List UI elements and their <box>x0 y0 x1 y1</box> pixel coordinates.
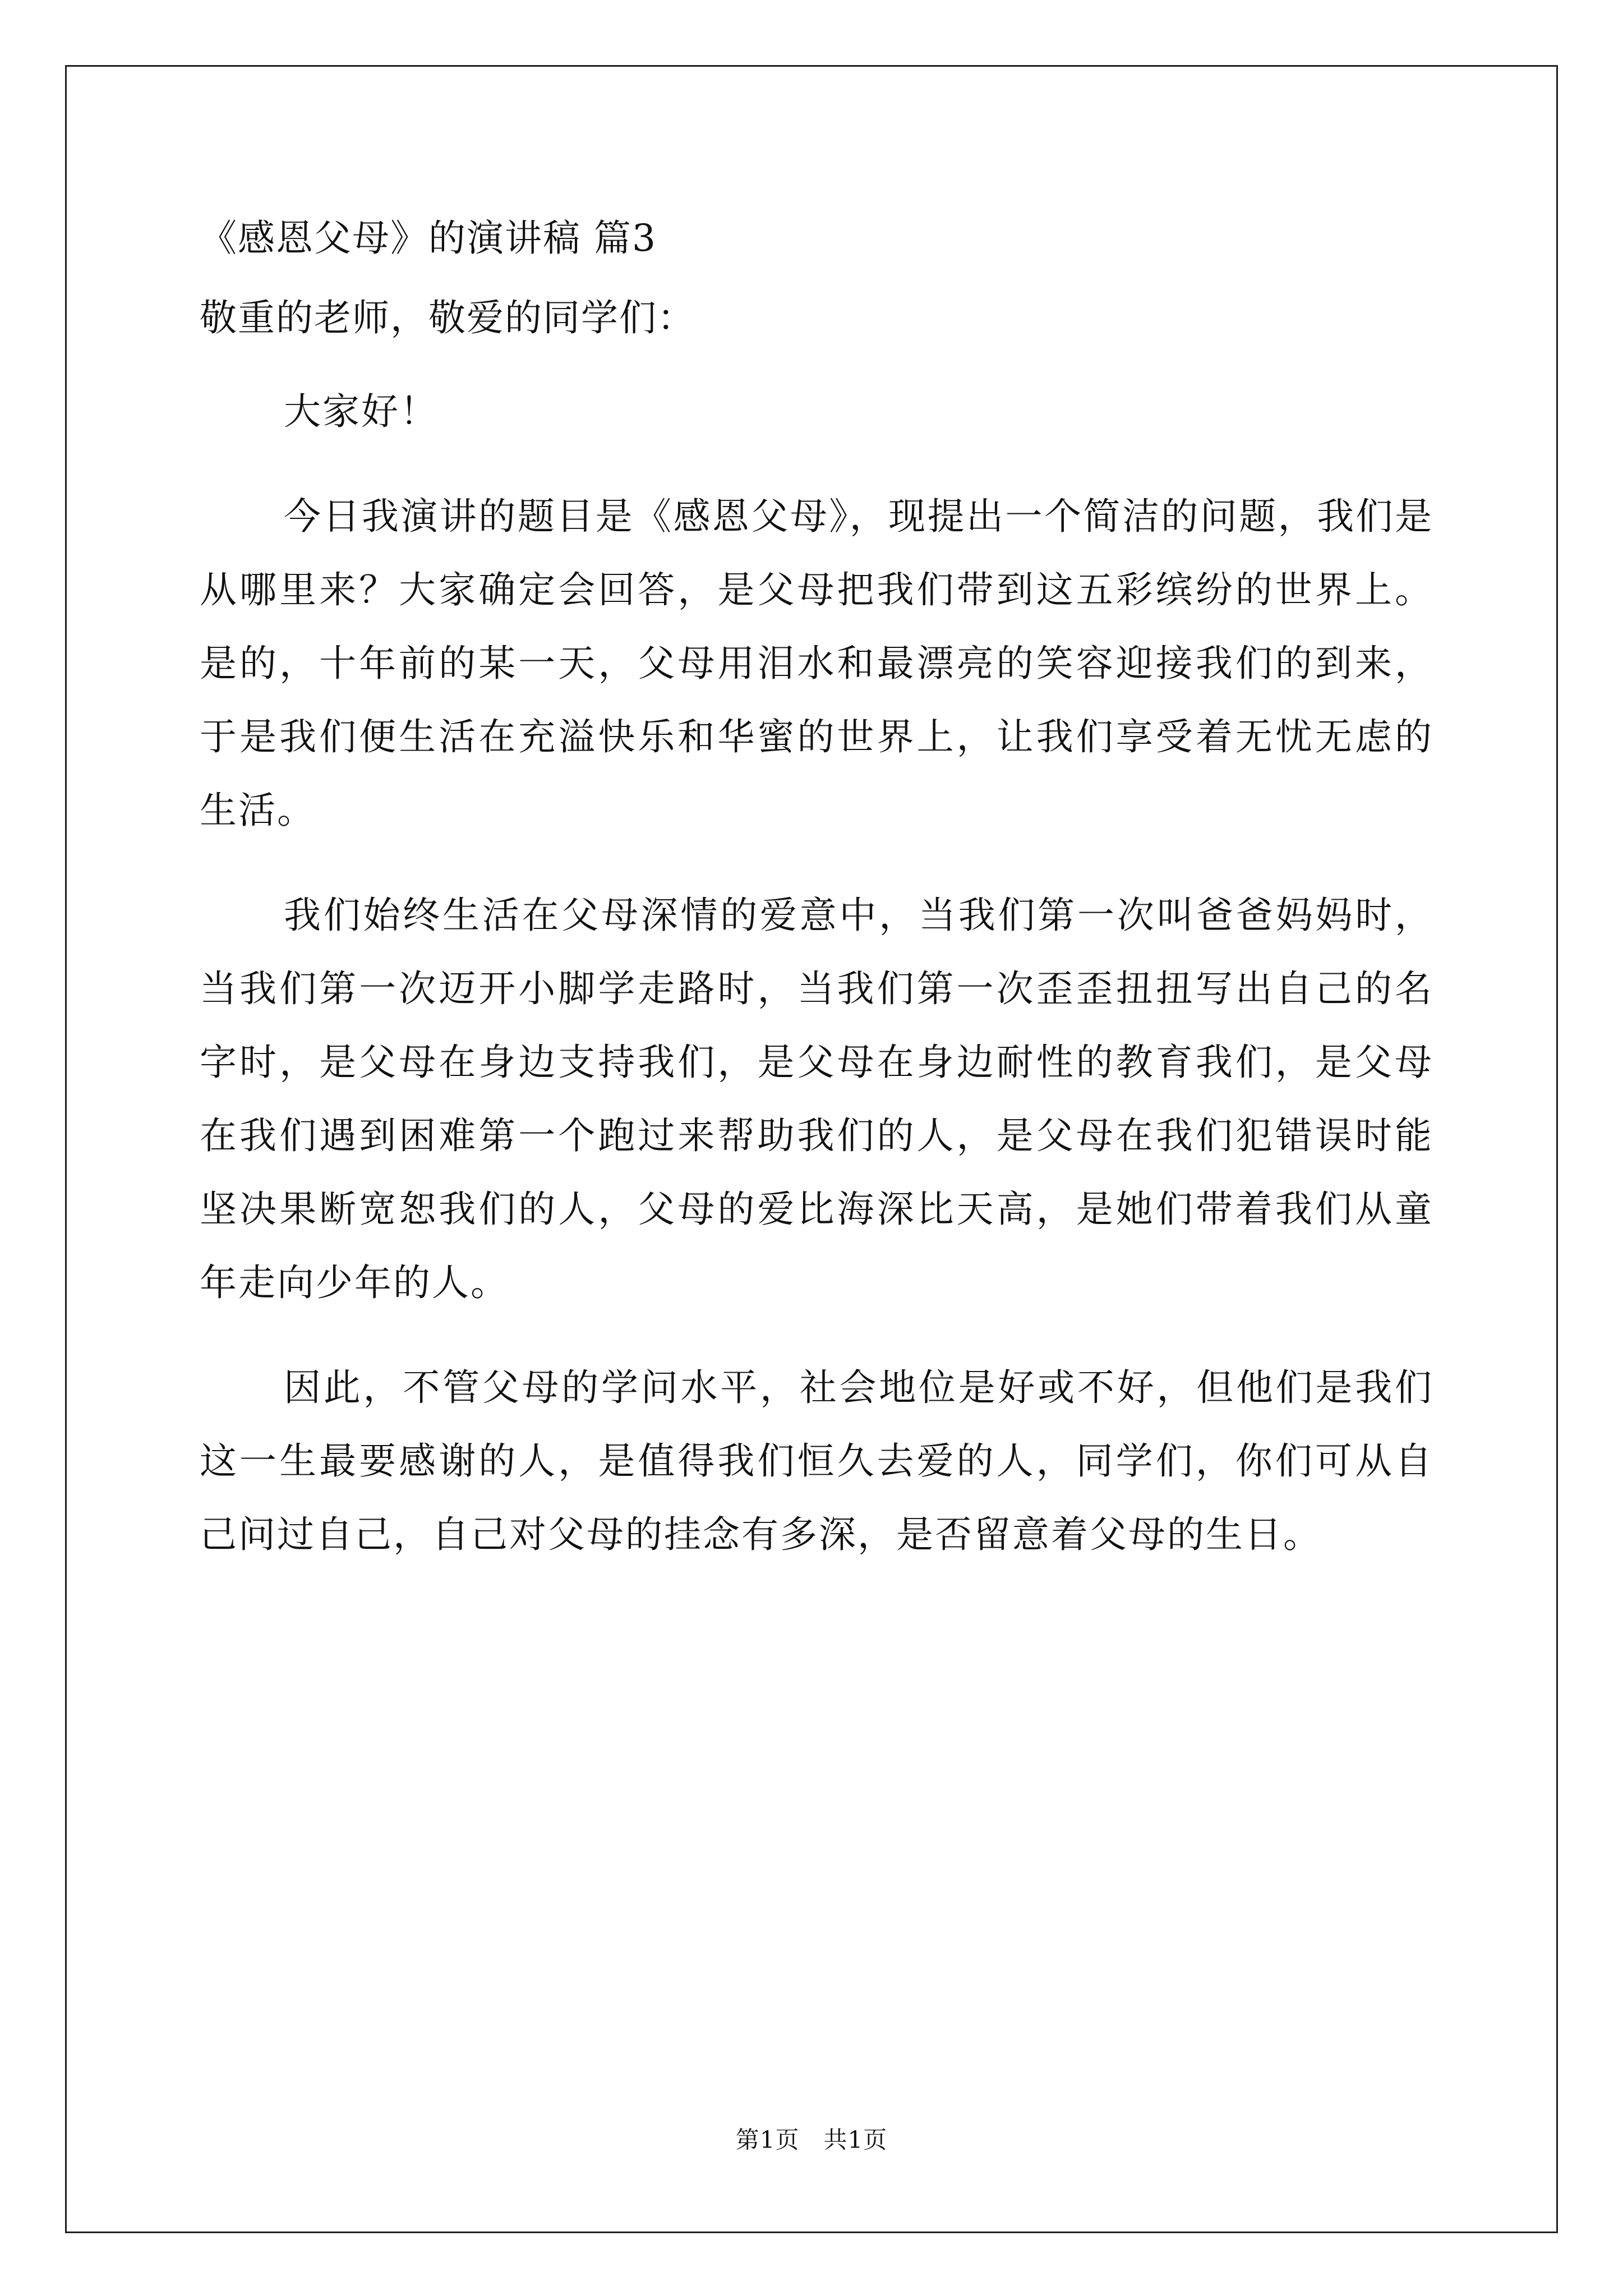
page-number-footer: 第1页 共1页 <box>735 2126 888 2154</box>
document-title: 《感恩父母》的演讲稿 篇3 <box>200 217 657 260</box>
paragraph: 因此，不管父母的学问水平，社会地位是好或不好，但他们是我们这一生最要感谢的人，是值得我们恒久去爱的人，同学们，你们可从自己问过自己，自己对父母的挂念有多深，是否留意着父母的生日。 <box>200 1366 1433 1556</box>
greeting: 大家好！ <box>284 390 439 433</box>
salutation: 敬重的老师，敬爱的同学们： <box>200 296 695 339</box>
paragraph: 今日我演讲的题目是《感恩父母》，现提出一个简洁的问题，我们是从哪里来？大家确定会回答，是父母把我们带到这五彩缤纷的世界上。是的，十年前的某一天，父母用泪水和最漂亮的笑容迎接我们的到来，于是我们便生活在充溢快乐和华蜜的世界上，让我们享受着无忧无虑的生活。 <box>200 495 1433 832</box>
document-body <box>200 213 1433 1603</box>
paragraph: 我们始终生活在父母深情的爱意中，当我们第一次叫爸爸妈妈时，当我们第一次迈开小脚学走路时，当我们第一次歪歪扭扭写出自己的名字时，是父母在身边支持我们，是父母在身边耐性的教育我们，是父母在我们遇到困难第一个跑过来帮助我们的人，是父母在我们犯错误时能坚决果断宽恕我们的人，父母的爱比海深比天高，是她们带着我们从童年走向少年的人。 <box>200 894 1433 1304</box>
